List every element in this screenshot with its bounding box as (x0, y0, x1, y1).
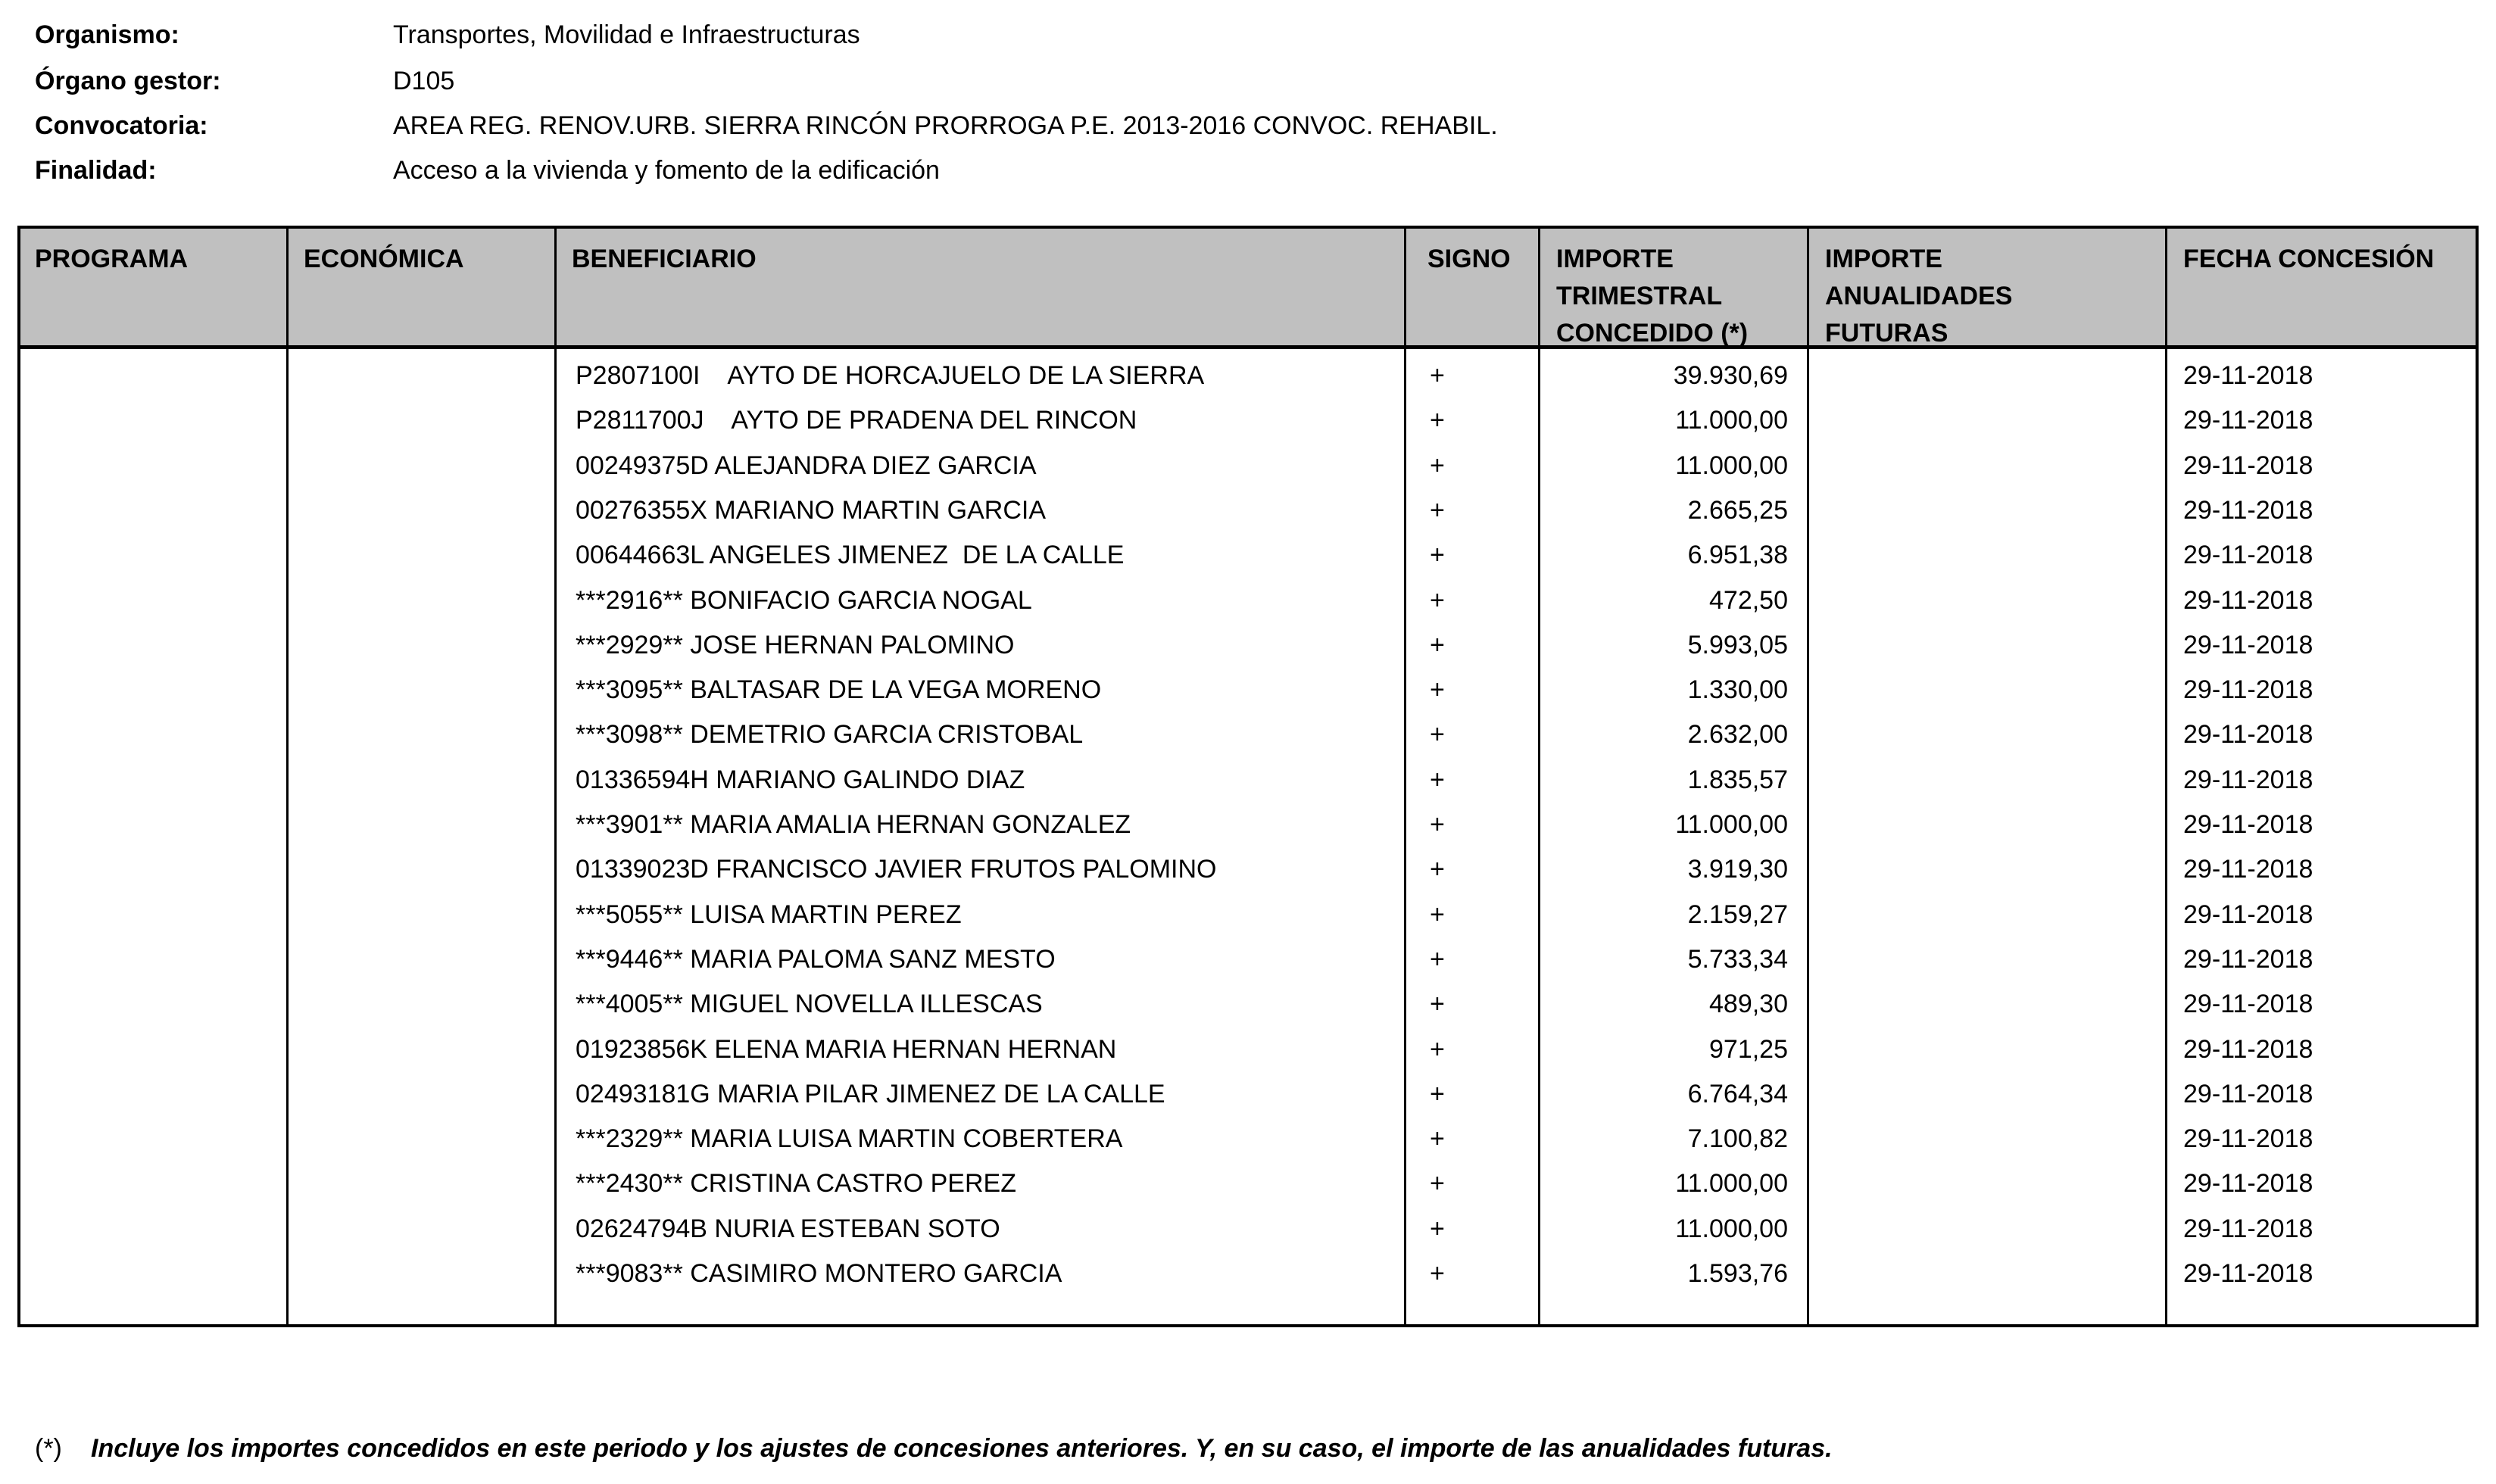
cell-fecha: 29-11-2018 (2183, 495, 2313, 525)
cell-fecha: 29-11-2018 (2183, 1034, 2313, 1064)
table-row (20, 847, 2476, 892)
table-row (20, 354, 2476, 398)
meta-label: Órgano gestor: (35, 67, 221, 95)
cell-signo: + (1430, 1214, 1445, 1243)
table-row (20, 1207, 2476, 1252)
cell-beneficiario: ***5055** LUISA MARTIN PEREZ (576, 899, 962, 929)
cell-signo: + (1430, 630, 1445, 659)
cell-fecha: 29-11-2018 (2183, 944, 2313, 974)
column-header-importe-trimestral: IMPORTE TRIMESTRAL CONCEDIDO (*) (1556, 245, 1749, 348)
cell-fecha: 29-11-2018 (2183, 630, 2313, 659)
cell-importe: 11.000,00 (1675, 1214, 1788, 1243)
cell-fecha: 29-11-2018 (2183, 990, 2313, 1019)
cell-signo: + (1430, 675, 1445, 705)
cell-signo: + (1430, 899, 1445, 929)
cell-importe: 1.835,57 (1687, 765, 1788, 794)
cell-beneficiario: 01923856K ELENA MARIA HERNAN HERNAN (576, 1034, 1117, 1064)
cell-fecha: 29-11-2018 (2183, 361, 2313, 390)
table-row (20, 623, 2476, 668)
cell-signo: + (1430, 990, 1445, 1019)
cell-fecha: 29-11-2018 (2183, 899, 2313, 929)
cell-importe: 6.951,38 (1687, 541, 1788, 570)
cell-fecha: 29-11-2018 (2183, 720, 2313, 750)
cell-signo: + (1430, 944, 1445, 974)
cell-fecha: 29-11-2018 (2183, 675, 2313, 705)
cell-fecha: 29-11-2018 (2183, 765, 2313, 794)
cell-importe: 5.733,34 (1687, 944, 1788, 974)
table-row (20, 578, 2476, 623)
cell-beneficiario: 00249375D ALEJANDRA DIEZ GARCIA (576, 450, 1037, 480)
table-row (20, 1161, 2476, 1206)
cell-signo: + (1430, 1124, 1445, 1154)
cell-importe: 2.159,27 (1687, 899, 1788, 929)
cell-fecha: 29-11-2018 (2183, 1079, 2313, 1108)
column-header-fecha-concesion: FECHA CONCESIÓN (2183, 245, 2435, 273)
table-row (20, 533, 2476, 578)
cell-importe: 11.000,00 (1675, 450, 1788, 480)
footnote-marker: (*) (35, 1434, 62, 1463)
cell-signo: + (1430, 541, 1445, 570)
cell-beneficiario: ***9446** MARIA PALOMA SANZ MESTO (576, 944, 1056, 974)
cell-importe: 7.100,82 (1687, 1124, 1788, 1154)
cell-importe: 3.919,30 (1687, 855, 1788, 884)
column-header-beneficiario: BENEFICIARIO (572, 245, 757, 273)
cell-beneficiario: ***3901** MARIA AMALIA HERNAN GONZALEZ (576, 810, 1131, 839)
table-row (20, 1072, 2476, 1117)
cell-signo: + (1430, 361, 1445, 390)
cell-beneficiario: 02493181G MARIA PILAR JIMENEZ DE LA CALLE (576, 1079, 1165, 1108)
table-row (20, 712, 2476, 757)
column-divider (1538, 229, 1540, 1324)
grants-table (17, 226, 2479, 1327)
column-divider (1404, 229, 1406, 1324)
column-divider (2165, 229, 2167, 1324)
cell-beneficiario: 00644663L ANGELES JIMENEZ DE LA CALLE (576, 541, 1125, 570)
cell-fecha: 29-11-2018 (2183, 855, 2313, 884)
column-header-programa: PROGRAMA (35, 245, 189, 273)
cell-fecha: 29-11-2018 (2183, 1214, 2313, 1243)
cell-beneficiario: ***2929** JOSE HERNAN PALOMINO (576, 630, 1015, 659)
cell-beneficiario: ***3095** BALTASAR DE LA VEGA MORENO (576, 675, 1102, 705)
cell-fecha: 29-11-2018 (2183, 810, 2313, 839)
cell-signo: + (1430, 406, 1445, 435)
cell-fecha: 29-11-2018 (2183, 1169, 2313, 1199)
cell-fecha: 29-11-2018 (2183, 1259, 2313, 1288)
cell-signo: + (1430, 765, 1445, 794)
cell-signo: + (1430, 1034, 1445, 1064)
cell-signo: + (1430, 585, 1445, 615)
meta-label: Finalidad: (35, 156, 157, 185)
cell-fecha: 29-11-2018 (2183, 406, 2313, 435)
cell-importe: 1.593,76 (1687, 1259, 1788, 1288)
meta-value: D105 (393, 67, 455, 95)
cell-signo: + (1430, 1259, 1445, 1288)
table-row (20, 444, 2476, 488)
cell-importe: 11.000,00 (1675, 1169, 1788, 1199)
cell-beneficiario: ***2329** MARIA LUISA MARTIN COBERTERA (576, 1124, 1123, 1154)
meta-value: Transportes, Movilidad e Infraestructuras (393, 20, 860, 49)
column-header-importe-anualidades: IMPORTE ANUALIDADES FUTURAS (1825, 245, 2013, 348)
table-row (20, 758, 2476, 803)
table-row (20, 488, 2476, 533)
cell-beneficiario: 02624794B NURIA ESTEBAN SOTO (576, 1214, 1000, 1243)
cell-importe: 2.632,00 (1687, 720, 1788, 750)
cell-signo: + (1430, 1169, 1445, 1199)
column-divider (1807, 229, 1809, 1324)
table-row (20, 893, 2476, 937)
cell-signo: + (1430, 720, 1445, 750)
table-row (20, 803, 2476, 847)
table-row (20, 1252, 2476, 1296)
table-header (20, 229, 2476, 349)
cell-beneficiario: ***2916** BONIFACIO GARCIA NOGAL (576, 585, 1032, 615)
meta-label: Organismo: (35, 20, 179, 49)
cell-fecha: 29-11-2018 (2183, 541, 2313, 570)
cell-beneficiario: P2807100I AYTO DE HORCAJUELO DE LA SIERRA (576, 361, 1205, 390)
cell-beneficiario: 01336594H MARIANO GALINDO DIAZ (576, 765, 1025, 794)
cell-importe: 11.000,00 (1675, 406, 1788, 435)
cell-importe: 11.000,00 (1675, 810, 1788, 839)
table-row (20, 668, 2476, 712)
cell-beneficiario: ***9083** CASIMIRO MONTERO GARCIA (576, 1259, 1062, 1288)
cell-signo: + (1430, 450, 1445, 480)
column-header-signo: SIGNO (1427, 245, 1511, 273)
cell-signo: + (1430, 1079, 1445, 1108)
cell-importe: 2.665,25 (1687, 495, 1788, 525)
table-row (20, 1117, 2476, 1161)
footnote-text: Incluye los importes concedidos en este periodo y los ajustes de concesiones anteriores. Y, en su caso, el importe de las anualidades futuras. (91, 1434, 1833, 1463)
meta-value: AREA REG. RENOV.URB. SIERRA RINCÓN PRORROGA P.E. 2013-2016 CONVOC. REHABIL. (393, 111, 1498, 140)
cell-importe: 489,30 (1709, 990, 1788, 1019)
cell-fecha: 29-11-2018 (2183, 585, 2313, 615)
column-divider (554, 229, 557, 1324)
cell-beneficiario: P2811700J AYTO DE PRADENA DEL RINCON (576, 406, 1137, 435)
cell-importe: 6.764,34 (1687, 1079, 1788, 1108)
cell-importe: 5.993,05 (1687, 630, 1788, 659)
table-row (20, 982, 2476, 1027)
column-header-economica: ECONÓMICA (304, 245, 464, 273)
table-row (20, 398, 2476, 443)
footnote (35, 1433, 1833, 1464)
table-row (20, 937, 2476, 982)
cell-fecha: 29-11-2018 (2183, 1124, 2313, 1154)
cell-beneficiario: ***2430** CRISTINA CASTRO PEREZ (576, 1169, 1016, 1199)
cell-signo: + (1430, 495, 1445, 525)
cell-signo: + (1430, 855, 1445, 884)
cell-beneficiario: ***4005** MIGUEL NOVELLA ILLESCAS (576, 990, 1043, 1019)
cell-importe: 39.930,69 (1673, 361, 1788, 390)
cell-importe: 1.330,00 (1687, 675, 1788, 705)
cell-importe: 971,25 (1709, 1034, 1788, 1064)
cell-beneficiario: 01339023D FRANCISCO JAVIER FRUTOS PALOMINO (576, 855, 1217, 884)
table-row (20, 1027, 2476, 1072)
cell-importe: 472,50 (1709, 585, 1788, 615)
meta-label: Convocatoria: (35, 111, 208, 140)
column-divider (286, 229, 289, 1324)
cell-fecha: 29-11-2018 (2183, 450, 2313, 480)
cell-signo: + (1430, 810, 1445, 839)
meta-value: Acceso a la vivienda y fomento de la edificación (393, 156, 940, 185)
cell-beneficiario: 00276355X MARIANO MARTIN GARCIA (576, 495, 1047, 525)
cell-beneficiario: ***3098** DEMETRIO GARCIA CRISTOBAL (576, 720, 1084, 750)
